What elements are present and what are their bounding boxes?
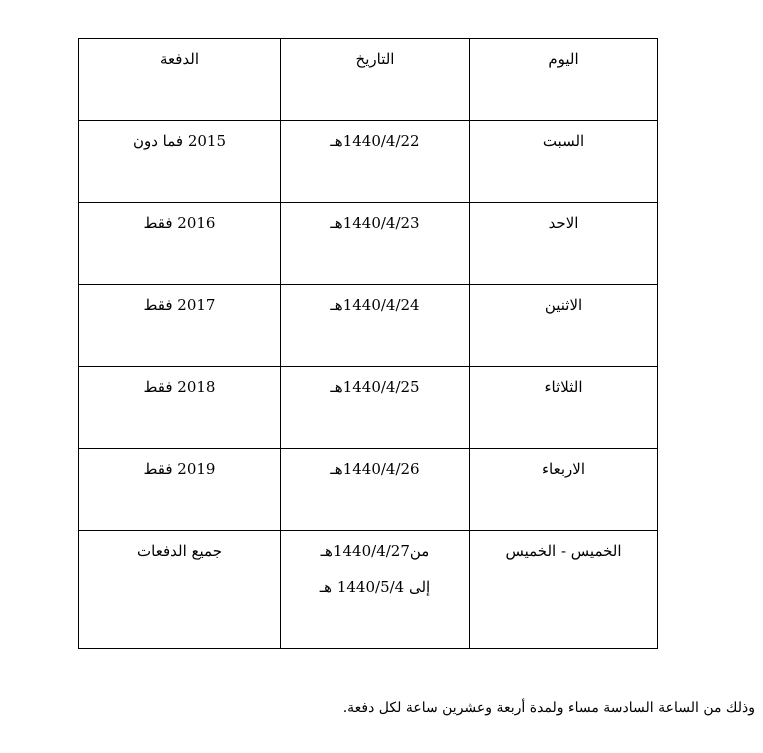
cell-day: الثلاثاء: [470, 367, 658, 449]
cell-date: 1440/4/22هـ: [281, 121, 470, 203]
table-header-row: [79, 39, 658, 121]
header-batch: الدفعة: [79, 39, 281, 121]
footer-note: وذلك من الساعة السادسة مساء ولمدة أربعة وعشرين ساعة لكل دفعة.: [342, 700, 755, 716]
cell-batch: 2015 فما دون: [79, 121, 281, 203]
cell-batch: جميع الدفعات: [79, 531, 281, 649]
cell-batch: 2016 فقط: [79, 203, 281, 285]
cell-day: الاحد: [470, 203, 658, 285]
table-row: [79, 121, 658, 203]
header-day: اليوم: [470, 39, 658, 121]
cell-date: 1440/4/26هـ: [281, 449, 470, 531]
cell-day: السبت: [470, 121, 658, 203]
table-row: [79, 203, 658, 285]
cell-day: الاثنين: [470, 285, 658, 367]
table-row: [79, 285, 658, 367]
table-row: [79, 449, 658, 531]
table-row: [79, 367, 658, 449]
date-range-end: إلى 1440/5/4 هـ: [319, 578, 431, 596]
cell-batch: 2017 فقط: [79, 285, 281, 367]
cell-date-range: [281, 531, 470, 649]
cell-batch: 2019 فقط: [79, 449, 281, 531]
cell-batch: 2018 فقط: [79, 367, 281, 449]
cell-date: 1440/4/23هـ: [281, 203, 470, 285]
schedule-table: [78, 38, 658, 649]
cell-day: الاربعاء: [470, 449, 658, 531]
table-row-last: [79, 531, 658, 649]
cell-date: 1440/4/25هـ: [281, 367, 470, 449]
cell-date: 1440/4/24هـ: [281, 285, 470, 367]
cell-day: الخميس - الخميس: [470, 531, 658, 649]
header-date: التاريخ: [281, 39, 470, 121]
date-range-start: من1440/4/27هـ: [320, 542, 430, 560]
